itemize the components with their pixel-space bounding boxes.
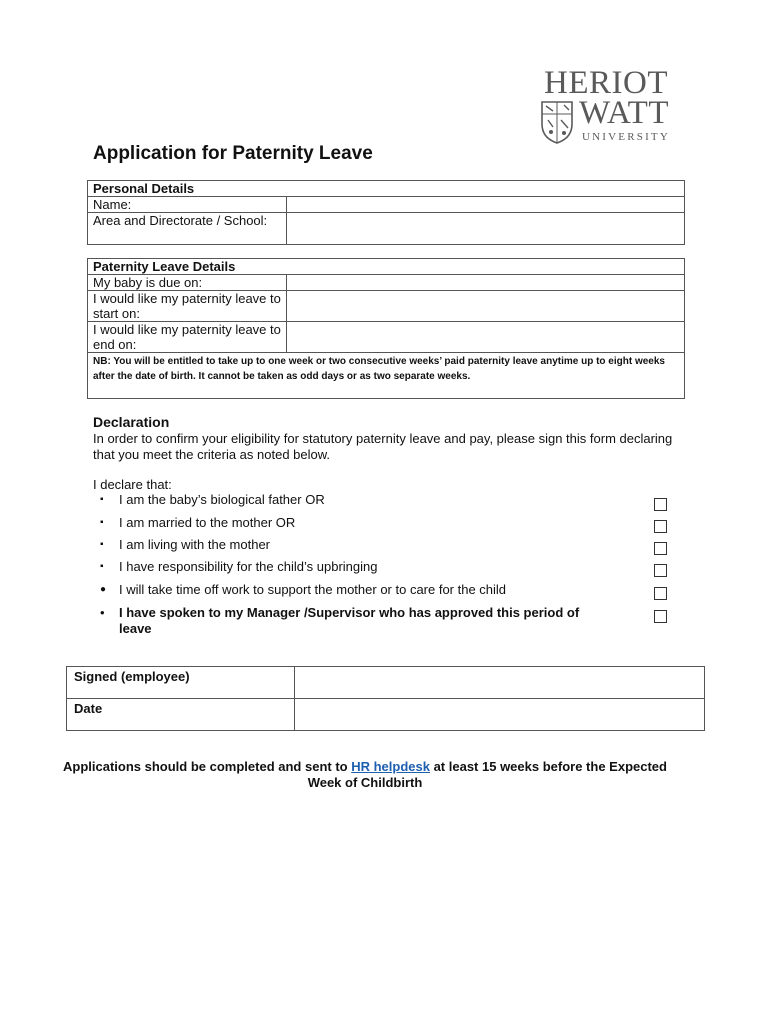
criteria-checkbox[interactable] xyxy=(654,587,667,600)
criteria-text: I have spoken to my Manager /Supervisor who has approved this period of leave xyxy=(119,605,580,636)
criteria-text: I am living with the mother xyxy=(119,537,271,552)
criteria-text: I am married to the mother OR xyxy=(119,515,296,530)
signed-label: Signed (employee) xyxy=(67,667,295,699)
logo-line-watt: WATT xyxy=(579,95,669,131)
square-bullet-icon: ▪ xyxy=(100,539,104,550)
square-bullet-icon: ▪ xyxy=(100,517,104,528)
leave-end-label: I would like my paternity leave to end on: xyxy=(88,322,287,353)
criteria-checkbox[interactable] xyxy=(654,498,667,511)
round-bullet-icon: ● xyxy=(100,584,107,595)
date-label: Date xyxy=(67,699,295,731)
personal-details-table xyxy=(87,180,685,245)
square-bullet-icon: ▪ xyxy=(100,494,104,505)
name-field[interactable] xyxy=(287,197,685,213)
crest-icon xyxy=(540,100,574,144)
leave-start-label: I would like my paternity leave to start on: xyxy=(88,291,287,322)
logo-line-university: UNIVERSITY xyxy=(582,131,670,143)
signature-table xyxy=(66,666,705,731)
signed-field[interactable] xyxy=(295,667,705,699)
declare-label: I declare that: xyxy=(93,477,172,492)
criteria-text: I am the baby’s biological father OR xyxy=(119,492,325,507)
name-label: Name: xyxy=(88,197,287,213)
declaration-heading: Declaration xyxy=(93,414,170,430)
university-logo xyxy=(540,65,680,146)
area-school-label: Area and Directorate / School: xyxy=(88,213,287,245)
due-date-field[interactable] xyxy=(287,275,685,291)
due-date-label: My baby is due on: xyxy=(88,275,287,291)
criteria-checkbox[interactable] xyxy=(654,610,667,623)
criteria-text: I will take time off work to support the mother or to care for the child xyxy=(119,582,507,597)
instructions-before: Applications should be completed and sent to xyxy=(63,759,352,774)
submission-instructions xyxy=(60,759,670,791)
criteria-text: I have responsibility for the child’s upbringing xyxy=(119,559,378,574)
round-bullet-icon: • xyxy=(100,605,105,620)
criteria-checkbox[interactable] xyxy=(654,520,667,533)
paternity-details-table xyxy=(87,258,685,399)
square-bullet-icon: ▪ xyxy=(100,561,104,572)
paternity-details-heading: Paternity Leave Details xyxy=(88,259,685,275)
area-school-field[interactable] xyxy=(287,213,685,245)
criteria-checkbox[interactable] xyxy=(654,564,667,577)
instructions-after: at least 15 weeks before the Expected Week of Childbirth xyxy=(307,759,667,790)
personal-details-heading: Personal Details xyxy=(88,181,685,197)
hr-helpdesk-link[interactable]: HR helpdesk xyxy=(351,759,430,774)
entitlement-note: NB: You will be entitled to take up to one week or two consecutive weeks’ paid paternity leave anytime up to eight weeks after the date of birth. It cannot be taken as odd days or as two separate weeks. xyxy=(88,353,685,399)
declaration-intro: In order to confirm your eligibility for statutory paternity leave and pay, please sign this form declaring that you meet the criteria as noted below. xyxy=(93,431,673,462)
leave-end-field[interactable] xyxy=(287,322,685,353)
leave-start-field[interactable] xyxy=(287,291,685,322)
logo-line-heriot: HERIOT xyxy=(544,65,668,101)
date-field[interactable] xyxy=(295,699,705,731)
criteria-checkbox[interactable] xyxy=(654,542,667,555)
page-title: Application for Paternity Leave xyxy=(93,143,373,164)
